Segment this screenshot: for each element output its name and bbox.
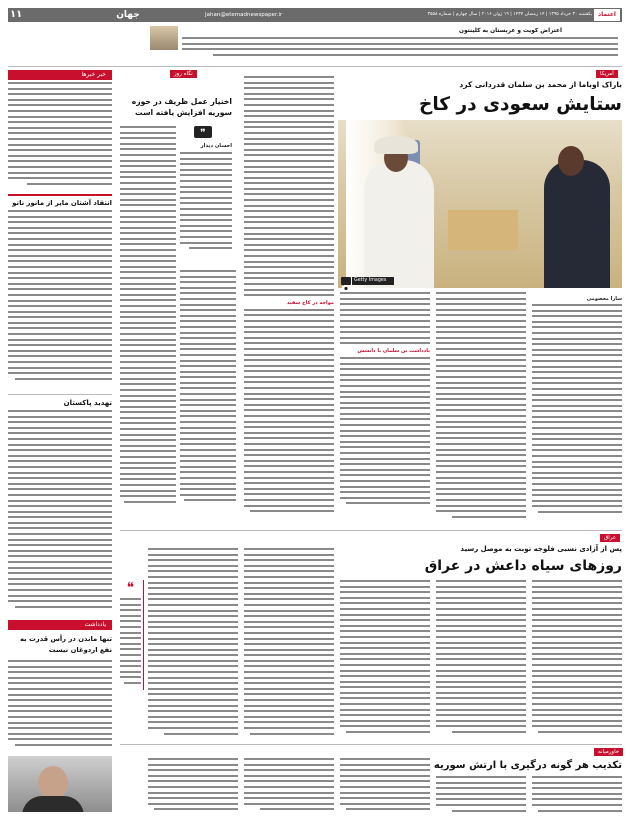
analysis-body-col-1 [120, 126, 176, 526]
photo-credit: Getty Images [352, 277, 394, 285]
divider [8, 66, 622, 67]
main-subhead-1: یادداشت بن سلمان با دانشش [357, 347, 430, 354]
obama-salman-photo [338, 120, 622, 288]
analysis-body-col-2 [180, 270, 236, 526]
analysis-bio [180, 152, 232, 262]
clinton-photo [150, 26, 178, 50]
masthead-email[interactable]: Jahan@etemadnewspaper.ir [205, 12, 283, 18]
main-body-col-2 [436, 292, 526, 526]
left-story3-body [8, 660, 112, 750]
masthead-date: یکشنبه ۳۰ خرداد ۱۳۹۵ | ۱۴ رمضان ۱۴۳۷ | ۱۹ ژوئن ۲۰۱۶ | سال چهارم | شماره ۳۵۵۸ [427, 12, 592, 17]
bottom-body-col-3 [340, 758, 430, 812]
newspaper-logo: اعتماد [594, 9, 620, 21]
left-story1-body [8, 210, 112, 390]
quote-icon [192, 124, 214, 138]
left-story2-headline: تهدید پاکستان [63, 399, 112, 407]
main-subhead-2: مواجه در کاخ سفید [286, 299, 334, 306]
top-story-blurb [182, 37, 618, 65]
iraq-body-col-3 [340, 580, 430, 740]
iraq-section-label: عراق [600, 534, 620, 542]
iraq-body-col-1 [532, 580, 622, 740]
bottom-body-col-1 [532, 776, 622, 812]
camera-icon [341, 277, 351, 285]
main-body-col-4 [244, 76, 334, 526]
left-divider [8, 394, 112, 395]
left-opinion-label: یادداشت [8, 620, 112, 630]
analysis-headline: اختیار عمل ظریف در حوزه سوریه افزایش یافته است [131, 97, 232, 117]
section-title: جهان [116, 10, 140, 20]
analysis-label: نگاه روز [170, 70, 197, 78]
top-story-kicker: اعتراض کویت و عربستان به کلینتون [459, 28, 562, 34]
bottom-body-col-2 [436, 776, 526, 812]
left-story2-body [8, 410, 112, 610]
main-byline: سارا معصومی [586, 296, 622, 302]
iraq-body-col-2 [436, 580, 526, 740]
left-news-list [8, 82, 112, 192]
iraq-pullquote [118, 580, 144, 690]
main-section-label: آمریکا [596, 70, 618, 78]
left-story1-headline: انتقاد آشتان مایر از مانور ناتو [12, 199, 112, 207]
iraq-kicker: پس از آزادی نسبی فلوجه نوبت به موصل رسید [460, 545, 622, 553]
iraq-headline: روزهای سیاه داعش در عراق [424, 558, 622, 574]
main-body-col-3 [340, 292, 430, 526]
main-headline: ستایش سعودی در کاخ [419, 94, 622, 115]
bottom-divider [120, 744, 622, 745]
page-number: ۱۱ [10, 9, 23, 20]
main-body-col-1 [532, 304, 622, 526]
left-story3-headline: تنها ماندن در رأس قدرت به نفع اردوغان نیست [19, 635, 112, 654]
iraq-body-col-4 [244, 548, 334, 740]
svg-text:❞: ❞ [200, 128, 206, 139]
bottom-body-col-4 [244, 758, 334, 812]
bottom-body-col-5 [148, 758, 238, 812]
iraq-body-col-5 [148, 548, 238, 740]
analysis-author: احسان دیدار [200, 143, 232, 149]
pullquote-mark: ❝ [126, 580, 135, 596]
left-news-label: خبر خبرها [8, 70, 112, 80]
zarif-photo [8, 756, 112, 812]
iraq-top-divider [120, 530, 622, 531]
bottom-section-label: خاورمیانه [594, 748, 623, 756]
bottom-headline: تکذیب هر گونه درگیری با ارتش سوریه [433, 760, 622, 771]
left-rule-1 [8, 194, 112, 196]
main-kicker: باراک اوباما از محمد بن سلمان قدردانی کرد [459, 80, 622, 89]
